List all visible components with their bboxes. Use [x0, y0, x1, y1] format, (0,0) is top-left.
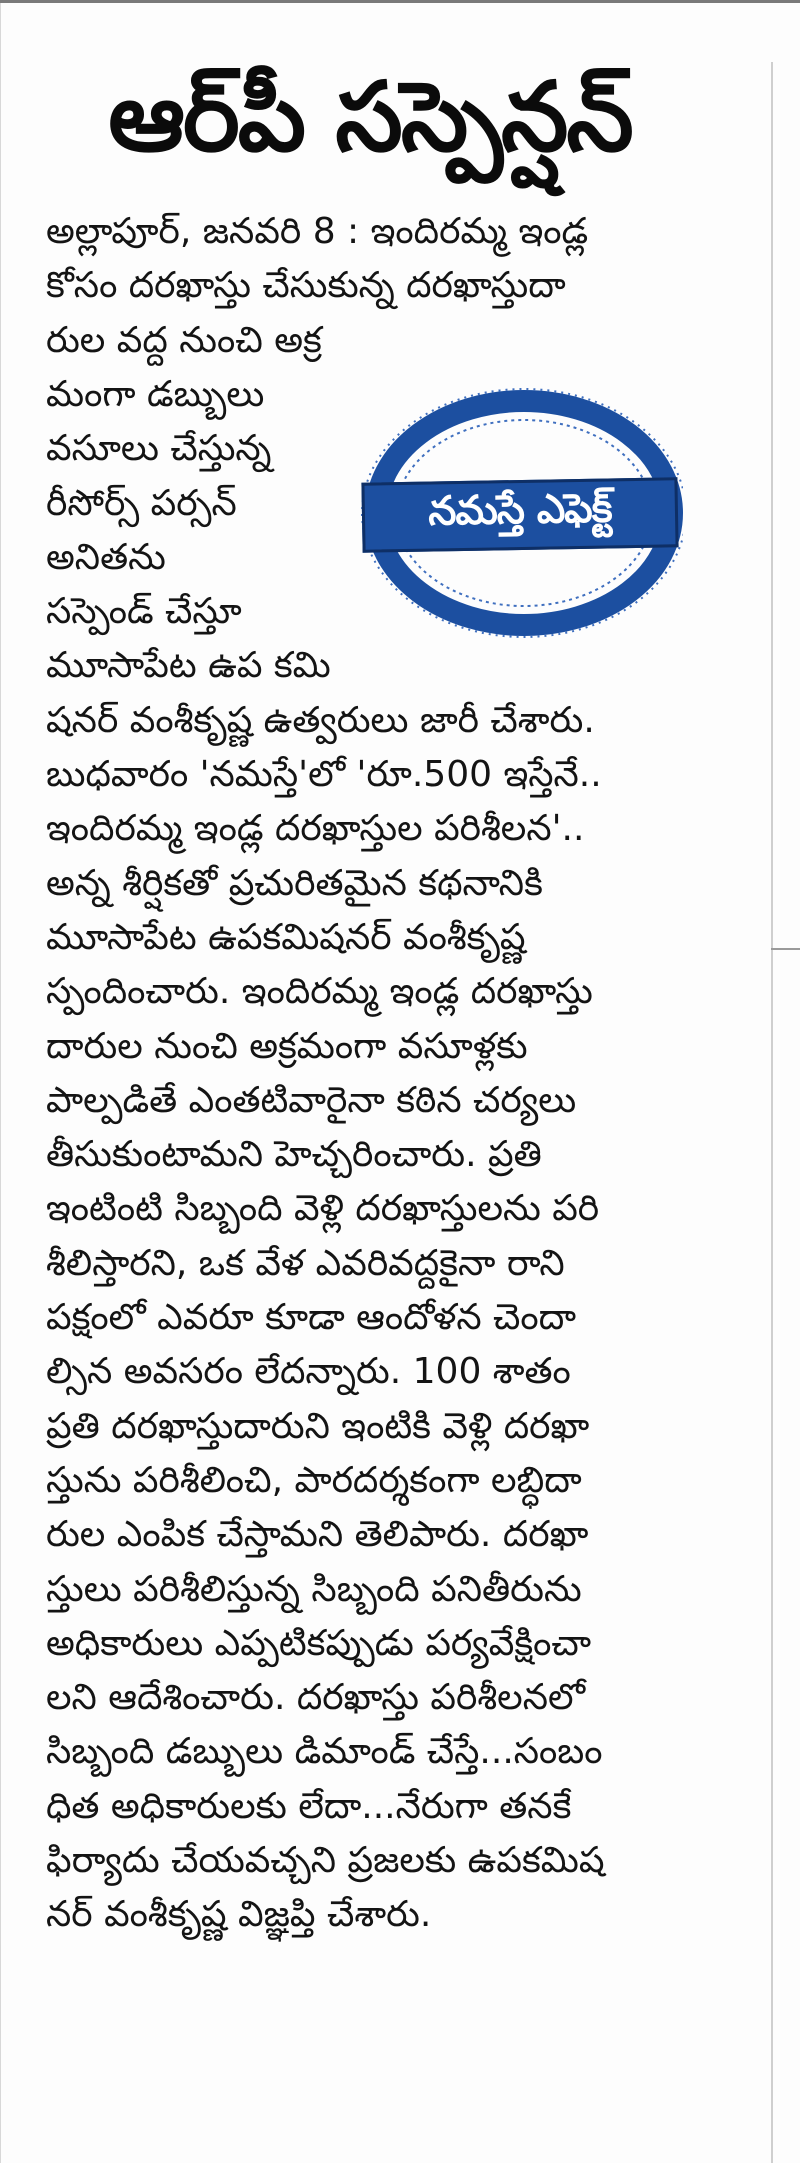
article-line: తీసుకుంటామని హెచ్చరించారు. ప్రతి: [46, 1134, 542, 1175]
article-line: నర్‌ వంశీకృష్ణ విజ్ఞప్తి చేశారు.: [46, 1894, 432, 1935]
article-line: స్తులు పరిశీలిస్తున్న సిబ్బంది పనితీరును: [46, 1569, 582, 1610]
article-line: మూసాపేట ఉపకమిషనర్‌ వంశీకృష్ణ: [46, 917, 526, 958]
article-line: మూసాపేట ఉప కమి: [46, 645, 331, 686]
article-line: శీలిస్తారని, ఒక వేళ ఎవరివద్దకైనా రాని: [46, 1243, 565, 1284]
article-line: పాల్పడితే ఎంతటివారైనా కఠిన చర్యలు: [46, 1080, 577, 1121]
article-line: ఇందిరమ్మ ఇండ్ల దరఖాస్తుల పరిశీలన'..: [46, 808, 585, 849]
article-line: దారుల నుంచి అక్రమంగా వసూళ్లకు: [46, 1026, 528, 1067]
article-line: రుల వద్ద నుంచి అక్ర: [46, 320, 322, 361]
article-line: రుల ఎంపిక చేస్తామని తెలిపారు. దరఖా: [46, 1514, 589, 1555]
article-line: అనితను: [46, 537, 166, 578]
article-line: బుధవారం 'నమస్తే'లో 'రూ.500 ఇస్తేనే..: [46, 754, 602, 795]
article-line: స్తును పరిశీలించి, పారదర్శకంగా లబ్ధిదా: [46, 1460, 582, 1501]
article-line: ఫిర్యాదు చేయవచ్చని ప్రజలకు ఉపకమిష: [46, 1840, 605, 1881]
article-line: ల్సిన అవసరం లేదన్నారు. 100 శాతం: [46, 1351, 571, 1392]
badge-label: నమస్తే ఎఫెక్ట్: [427, 485, 612, 535]
article-line: అల్లాపూర్‌, జనవరి 8 : ఇందిరమ్మ ఇండ్ల: [46, 211, 589, 252]
article-line: షనర్‌ వంశీకృష్ణ ఉత్వరులు జారీ చేశారు.: [46, 700, 595, 741]
article-line: సిబ్బంది డబ్బులు డిమాండ్‌ చేస్తే...సంబం: [46, 1731, 603, 1772]
article-line: ఇంటింటి సిబ్బంది వెళ్లి దరఖాస్తులను పరి: [46, 1188, 600, 1229]
headline: ఆర్‌పీ సస్పెన్షన్‌: [108, 61, 632, 173]
article-line: పక్షంలో ఎవరూ కూడా ఆందోళన చెందా: [46, 1297, 577, 1338]
article-line: అన్న శీర్షికతో ప్రచురితమైన కథనానికి: [46, 863, 543, 904]
article-line: మంగా డబ్బులు: [46, 374, 265, 415]
article-line: వసూలు చేస్తున్న: [46, 428, 272, 469]
article-line: ప్రతి దరఖాస్తుదారుని ఇంటికి వెళ్లి దరఖా: [46, 1406, 590, 1447]
article-line: ధిత అధికారులకు లేదా...నేరుగా తనకే: [46, 1786, 572, 1827]
article-line: కోసం దరఖాస్తు చేసుకున్న దరఖాస్తుదా: [46, 265, 566, 306]
article-line: సస్పెండ్‌ చేస్తూ: [46, 591, 242, 632]
article-line: స్పందించారు. ఇందిరమ్మ ఇండ్ల దరఖాస్తు: [46, 971, 593, 1012]
article-line: లని ఆదేశించారు. దరఖాస్తు పరిశీలనలో: [46, 1677, 586, 1718]
article-line: రీసోర్స్‌ పర్సన్‌: [46, 483, 237, 524]
article-line: అధికారులు ఎప్పటికప్పుడు పర్యవేక్షించా: [46, 1623, 592, 1664]
